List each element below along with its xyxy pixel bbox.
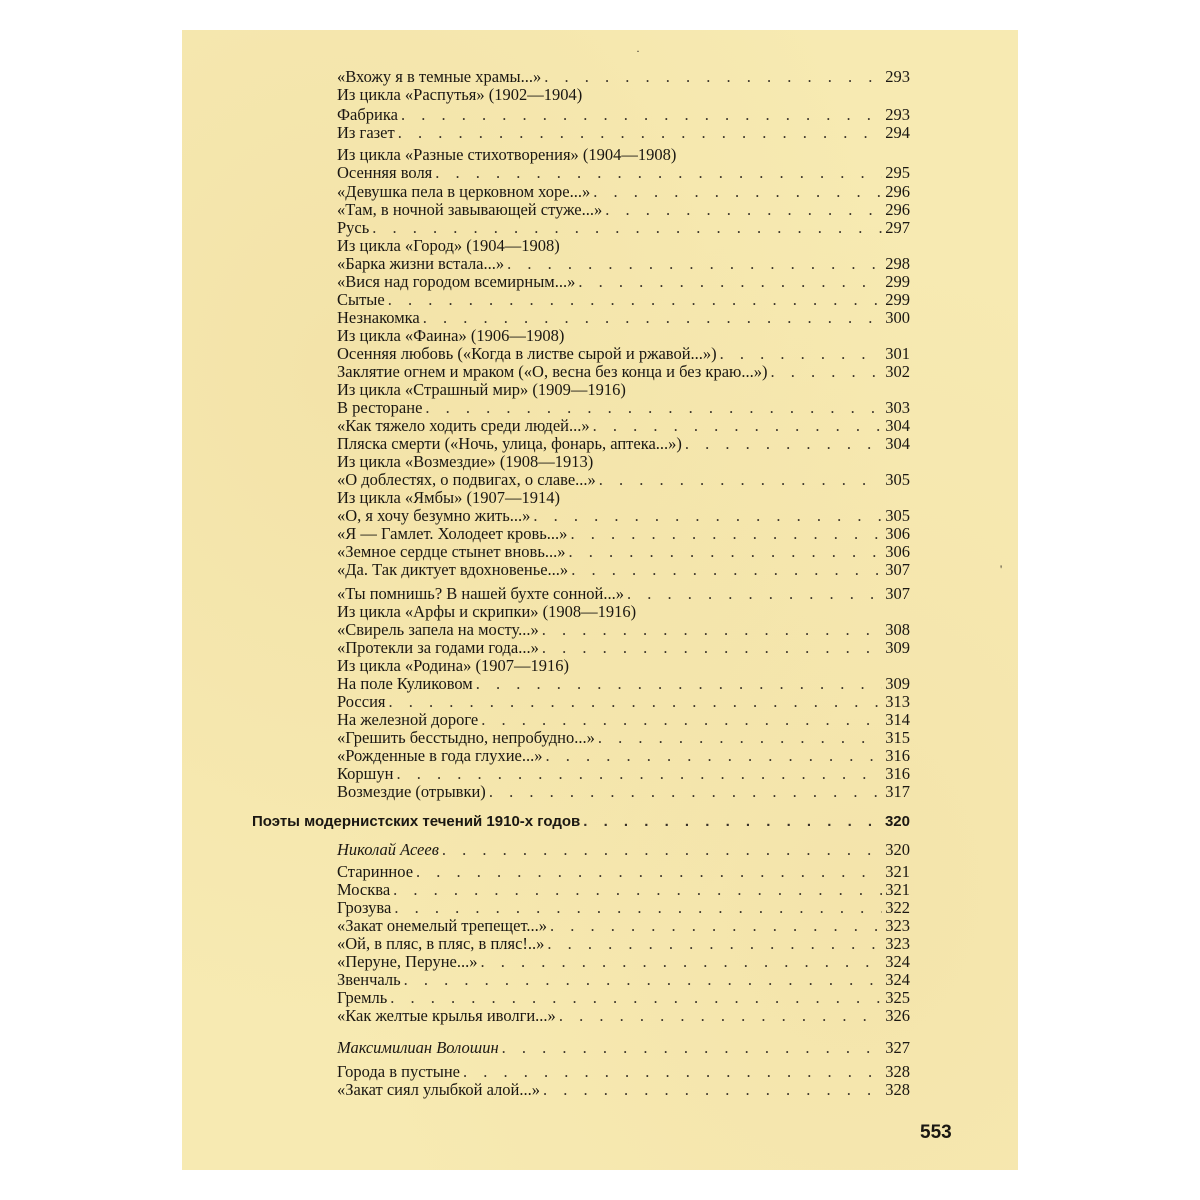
dot-leader [550,917,882,935]
entry-title: На железной дороге [337,710,479,729]
toc-author [337,841,910,859]
dot-leader [544,68,882,86]
entry-title: «Свирель запела на мосту...» [337,620,539,639]
toc-entry [337,747,910,765]
entry-page-number: 303 [885,398,910,417]
entry-title: «Да. Так диктует вдохновенье...» [337,560,569,579]
dot-leader [442,841,882,859]
entry-title: Из цикла «Возмездие» (1908—1913) [337,452,594,471]
entry-page-number: 309 [885,674,910,693]
entry-title: Из цикла «Фаина» (1906—1908) [337,326,565,345]
toc-entry [337,621,910,639]
entry-page-number: 320 [884,813,910,830]
toc-entry [337,399,910,417]
entry-page-number: 295 [885,163,910,182]
entry-title: «О доблестях, о подвигах, о славе...» [337,470,596,489]
entry-page-number: 307 [885,560,910,579]
dot-leader [599,471,882,489]
entry-title: «Девушка пела в церковном хоре...» [337,182,591,201]
entry-page-number: 297 [885,218,910,237]
entry-page-number: 308 [885,620,910,639]
toc-entry [337,899,910,917]
dot-leader [542,639,882,657]
toc-entry [337,675,910,693]
entry-title: На поле Куликовом [337,674,473,693]
entry-title: Возмездие (отрывки) [337,782,486,801]
toc-entry [337,1081,910,1099]
dot-leader [598,729,882,747]
toc-entry [337,363,910,381]
entry-title: Старинное [337,862,414,881]
entry-page-number: 321 [885,880,910,899]
dot-leader [547,935,882,953]
entry-title: Из цикла «Ямбы» (1907—1914) [337,488,560,507]
entry-page-number: 320 [885,840,910,859]
entry-title: Фабрика [337,105,398,124]
dot-leader [569,543,883,561]
dot-leader [398,124,883,142]
dot-leader [401,106,882,124]
entry-page-number: 324 [885,952,910,971]
entry-page-number: 302 [885,362,910,381]
dot-leader [423,309,882,327]
entry-title: «Как тяжело ходить среди людей...» [337,416,590,435]
toc-entry [337,783,910,801]
entry-page-number: 324 [885,970,910,989]
dot-leader [416,863,882,881]
dot-leader [685,435,882,453]
entry-title: Гремль [337,988,388,1007]
toc-entry [337,765,910,783]
dot-leader [583,813,882,831]
entry-title: «Протекли за годами года...» [337,638,539,657]
toc-entry [337,507,910,525]
entry-title: Коршун [337,764,394,783]
toc-entry [337,219,910,237]
toc-entry [337,291,910,309]
entry-page-number: 321 [885,862,910,881]
dot-leader [393,881,882,899]
toc-cycle-heading [337,489,560,507]
toc-entry [337,639,910,657]
toc-section [252,813,910,831]
entry-title: Из цикла «Арфы и скрипки» (1908—1916) [337,602,637,621]
entry-title: В ресторане [337,398,423,417]
toc-entry [337,68,910,86]
entry-page-number: 306 [885,524,910,543]
entry-page-number: 327 [885,1038,910,1057]
toc-entry [337,693,910,711]
entry-title: «Земное сердце стынет вновь...» [337,542,566,561]
dot-leader [533,507,882,525]
entry-page-number: 307 [885,584,910,603]
entry-title: Заклятие огнем и мраком («О, весна без конца и без краю...») [337,362,768,381]
toc-entry [337,345,910,363]
entry-page-number: 322 [885,898,910,917]
entry-title: Города в пустыне [337,1062,460,1081]
toc-entry [337,435,910,453]
toc-entry [337,863,910,881]
toc-entry [337,585,910,603]
entry-title: Из цикла «Распутья» (1902—1904) [337,85,583,104]
entry-page-number: 309 [885,638,910,657]
entry-title: Из цикла «Страшный мир» (1909—1916) [337,380,626,399]
entry-title: Грозува [337,898,392,917]
toc-cycle-heading [337,381,626,399]
toc-entry [337,201,910,219]
entry-page-number: 328 [885,1080,910,1099]
toc-entry [337,971,910,989]
dot-leader [463,1063,882,1081]
dot-leader [394,899,882,917]
entry-title: Москва [337,880,391,899]
dot-leader [476,675,883,693]
dot-leader [489,783,882,801]
entry-page-number: 323 [885,934,910,953]
entry-page-number: 298 [885,254,910,273]
entry-title: «Вхожу я в темные храмы...» [337,67,542,86]
entry-title: Незнакомка [337,308,420,327]
dot-leader [605,201,882,219]
entry-title: Осенняя любовь («Когда в листве сырой и ржавой...») [337,344,717,363]
entry-page-number: 326 [885,1006,910,1025]
entry-title: «Перуне, Перуне...» [337,952,478,971]
toc-entry [337,729,910,747]
dot-leader [435,164,882,182]
dot-leader [390,989,882,1007]
entry-page-number: 306 [885,542,910,561]
entry-title: «Вися над городом всемирным...» [337,272,576,291]
toc-entry [337,1007,910,1025]
entry-title: «О, я хочу безумно жить...» [337,506,531,525]
toc-entry [337,561,910,579]
dot-leader [559,1007,882,1025]
entry-title: «Барка жизни встала...» [337,254,505,273]
toc-entry [337,471,910,489]
toc-cycle-heading [337,327,564,345]
toc-entry [337,543,910,561]
entry-page-number: 323 [885,916,910,935]
entry-page-number: 304 [885,416,910,435]
toc-entry [337,309,910,327]
toc-cycle-heading [337,603,636,621]
book-page [182,30,1018,1170]
entry-title: Из цикла «Разные стихотворения» (1904—1908) [337,145,677,164]
entry-title: Из цикла «Родина» (1907—1916) [337,656,569,675]
toc-cycle-heading [337,657,569,675]
entry-page-number: 293 [885,67,910,86]
table-of-contents [182,30,1018,1170]
entry-page-number: 299 [885,290,910,309]
entry-page-number: 305 [885,470,910,489]
dot-leader [770,363,882,381]
entry-page-number: 328 [885,1062,910,1081]
toc-entry [337,106,910,124]
toc-cycle-heading [337,146,676,164]
entry-title: «Грешить бесстыдно, непробудно...» [337,728,595,747]
dot-leader [507,255,882,273]
entry-title: «Ты помнишь? В нашей бухте сонной...» [337,584,624,603]
entry-page-number: 296 [885,182,910,201]
dot-leader [372,219,882,237]
toc-entry [337,124,910,142]
dot-leader [542,621,883,639]
entry-title: Максимилиан Волошин [337,1038,499,1057]
toc-entry [337,273,910,291]
dot-leader [627,585,882,603]
toc-cycle-heading [337,86,582,104]
entry-title: «Рожденные в года глухие...» [337,746,543,765]
toc-entry [337,881,910,899]
dot-leader [404,971,883,989]
entry-page-number: 293 [885,105,910,124]
dot-leader [546,747,883,765]
entry-page-number: 316 [885,764,910,783]
entry-title: Звенчаль [337,970,401,989]
dot-leader [480,953,882,971]
toc-entry [337,935,910,953]
entry-title: Осенняя воля [337,163,433,182]
toc-entry [337,711,910,729]
dot-leader [481,711,882,729]
entry-page-number: 314 [885,710,910,729]
dot-leader [593,183,882,201]
entry-title: «Закат онемелый трепещет...» [337,916,548,935]
dot-leader [571,561,882,579]
toc-entry [337,417,910,435]
entry-title: «Закат сиял улыбкой алой...» [337,1080,540,1099]
entry-title: Пляска смерти («Ночь, улица, фонарь, аптека...») [337,434,682,453]
entry-page-number: 294 [885,123,910,142]
dot-leader [388,291,883,309]
toc-entry [337,525,910,543]
print-speck: ' [1000,562,1003,576]
entry-page-number: 325 [885,988,910,1007]
entry-title: Из газет [337,123,395,142]
dot-leader [720,345,883,363]
dot-leader [543,1081,882,1099]
dot-leader [593,417,883,435]
entry-title: Из цикла «Город» (1904—1908) [337,236,560,255]
dot-leader [425,399,882,417]
toc-entry [337,917,910,935]
toc-entry [337,183,910,201]
dot-leader [578,273,882,291]
entry-title: Русь [337,218,370,237]
toc-cycle-heading [337,237,560,255]
entry-page-number: 301 [885,344,910,363]
toc-entry [337,1063,910,1081]
entry-title: «Там, в ночной завывающей стуже...» [337,200,603,219]
entry-title: Россия [337,692,386,711]
dot-leader [389,693,883,711]
entry-page-number: 305 [885,506,910,525]
entry-page-number: 316 [885,746,910,765]
entry-page-number: 315 [885,728,910,747]
page-number: 553 [920,1122,952,1143]
dot-leader [502,1039,883,1057]
entry-page-number: 300 [885,308,910,327]
toc-cycle-heading [337,453,593,471]
entry-page-number: 317 [885,782,910,801]
print-speck: · [636,44,640,58]
entry-title: «Как желтые крылья иволги...» [337,1006,556,1025]
dot-leader [570,525,882,543]
dot-leader [396,765,882,783]
entry-page-number: 296 [885,200,910,219]
entry-title: «Я — Гамлет. Холодеет кровь...» [337,524,568,543]
toc-author [337,1039,910,1057]
entry-page-number: 304 [885,434,910,453]
toc-entry [337,989,910,1007]
entry-title: Поэты модернистских течений 1910-х годов [252,813,581,830]
entry-page-number: 299 [885,272,910,291]
toc-entry [337,953,910,971]
toc-entry [337,164,910,182]
entry-page-number: 313 [885,692,910,711]
entry-title: Сытые [337,290,385,309]
entry-title: «Ой, в пляс, в пляс, в пляс!..» [337,934,545,953]
toc-entry [337,255,910,273]
entry-title: Николай Асеев [337,840,439,859]
